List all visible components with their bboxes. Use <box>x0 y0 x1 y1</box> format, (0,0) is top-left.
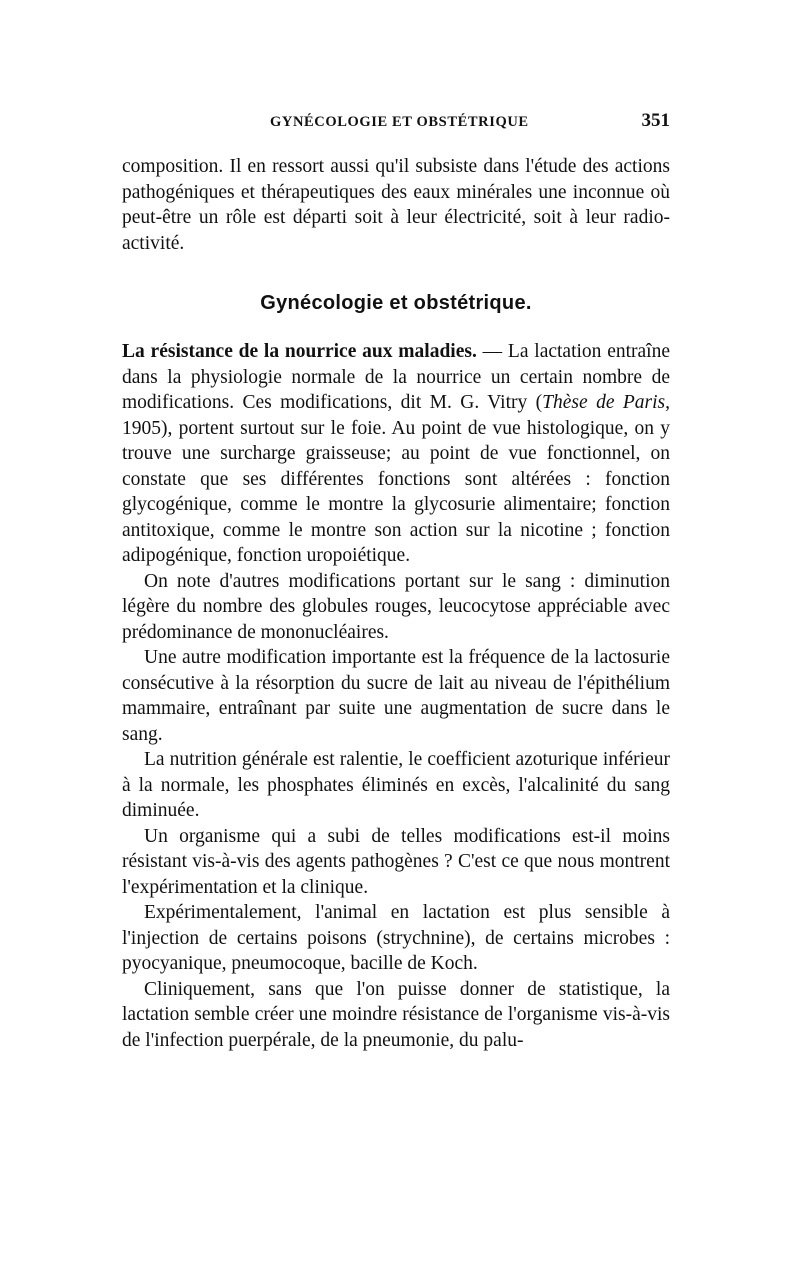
running-title: GYNÉCOLOGIE ET OBSTÉTRIQUE <box>270 114 529 130</box>
article-paragraph-5: Un organisme qui a subi de telles modifications est-il moins résistant vis-à-vis des agents pathogènes ? C'est ce que nous montrent l'expérimentation et la clinique. <box>122 825 670 898</box>
article-p1-part2: 1905), portent surtout sur le foie. Au point de vue histologique, on y trouve une surcharge graisseuse; au point de vue fonctionnel, on constate que ses différentes fonctions sont altérées : fonction glycogénique, comme le montre la glycosurie alimentaire; fonction antitoxique, comme le montre son action sur la nicotine ; fonction adipogénique, fonction uropoiétique. <box>122 417 670 566</box>
section-title: Gynécologie et obstétrique. <box>260 292 532 314</box>
article-citation: Thèse de Paris, <box>542 392 671 413</box>
page-number: 351 <box>641 110 670 131</box>
article-paragraph-2: On note d'autres modifications portant sur le sang : diminution légère du nombre des globules rouges, leucocytose appréciable avec prédominance de mononucléaires. <box>122 570 670 643</box>
running-head <box>122 108 670 136</box>
article-heading: La résistance de la nourrice aux maladies. <box>122 341 477 362</box>
article-paragraph-1 <box>122 339 670 569</box>
intro-paragraph: composition. Il en ressort aussi qu'il subsiste dans l'étude des actions pathogéniques et thérapeutiques des eaux minérales une inconnue où peut-être un rôle est départi soit à leur électricité, soit à leur radio-activité. <box>122 156 670 254</box>
article-paragraph-4: La nutrition générale est ralentie, le coefficient azoturique inférieur à la normale, les phosphates éliminés en excès, l'alcalinité du sang diminuée. <box>122 749 670 821</box>
article-p1-part1: — La lactation entraîne dans la physiologie normale de la nourrice un certain nombre de modifications. Ces modifications, dit M. G. Vitry ( <box>122 341 671 413</box>
article-paragraph-3: Une autre modification importante est la fréquence de la lactosurie consécutive à la résorption du sucre de lait au niveau de l'épithélium mammaire, entraînant par suite une augmentation de sucre dans le sang. <box>122 647 670 745</box>
article-paragraph-6: Expérimentalement, l'animal en lactation est plus sensible à l'injection de certains poisons (strychnine), de certains microbes : pyocyanique, pneumocoque, bacille de Koch. <box>122 902 670 974</box>
book-page <box>122 108 670 1053</box>
article-paragraph-7: Cliniquement, sans que l'on puisse donner de statistique, la lactation semble créer une moindre résistance de l'organisme vis-à-vis de l'infection puerpérale, de la pneumonie, du palu- <box>122 978 670 1051</box>
